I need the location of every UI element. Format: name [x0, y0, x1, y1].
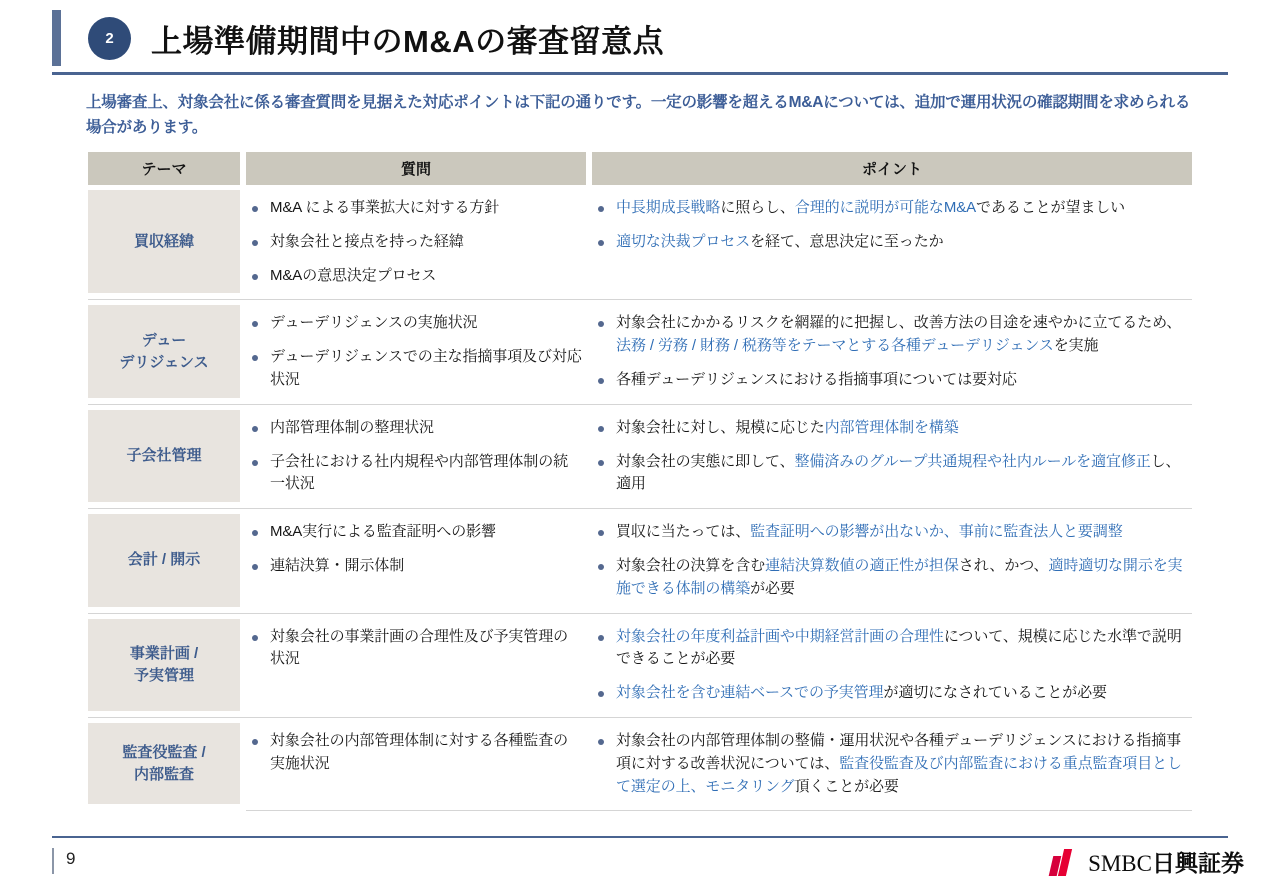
question-list: [246, 626, 582, 672]
highlighted-text: 対象会社の年度利益計画や中期経営計画の合理性: [616, 627, 944, 645]
table-bottom-divider: [246, 810, 1192, 811]
footer-divider: [52, 836, 1228, 838]
question-item: M&A による事業拡大に対する方針: [246, 197, 582, 220]
plain-text: を経て、意思決定に至ったか: [750, 232, 944, 250]
point-item: [592, 682, 1186, 705]
highlighted-text: 監査証明への影響が出ないか、事前に監査法人と要調整: [750, 523, 1123, 541]
question-item: 対象会社の事業計画の合理性及び予実管理の状況: [246, 626, 582, 672]
plain-text: 対象会社の実態に即して、: [616, 452, 795, 470]
theme-label: デュー デリジェンス: [88, 305, 240, 397]
point-cell: [592, 185, 1192, 299]
plain-text: であることが望ましい: [976, 199, 1126, 216]
point-item: [592, 231, 1186, 254]
point-item: [592, 417, 1186, 440]
point-item: [592, 197, 1186, 220]
table-header-row: [88, 152, 1192, 185]
theme-label: 監査役監査 / 内部監査: [88, 723, 240, 804]
page-number-tick: [52, 848, 54, 874]
logo-wordmark: [1088, 845, 1244, 878]
page-number: 9: [66, 849, 76, 868]
review-points-table: [88, 152, 1192, 811]
plain-text: 買収に当たっては、: [616, 523, 751, 541]
title-divider: [52, 72, 1228, 75]
point-item: [592, 451, 1186, 497]
page-title: 上場準備期間中のM&Aの審査留意点: [151, 23, 665, 59]
point-item: [592, 312, 1186, 358]
question-item: デューデリジェンスの実施状況: [246, 312, 582, 335]
table-row: [88, 185, 1192, 299]
question-list: [246, 197, 582, 287]
plain-text: 対象会社に対し、規模に応じた: [616, 418, 825, 436]
point-cell: [592, 405, 1192, 508]
column-header-point: ポイント: [592, 152, 1192, 185]
plain-text: 対象会社にかかるリスクを網羅的に把握し、改善方法の目途を速やかに立てるため、: [616, 314, 1182, 332]
question-cell: [246, 614, 586, 717]
highlighted-text: 監査役監査及び内部監査における重点監査項目として選定の上、モニタリング: [616, 754, 1182, 795]
question-cell: [246, 509, 586, 612]
point-item: [592, 626, 1186, 672]
plain-text: が必要: [750, 579, 795, 597]
highlighted-text: 対象会社を含む連結ベースでの予実管理: [616, 684, 884, 702]
highlighted-text: 適切な決裁プロセス: [616, 232, 751, 250]
question-item: 子会社における社内規程や内部管理体制の統一状況: [246, 451, 582, 497]
plain-text: 各種デューデリジェンスにおける指摘事項については要対応: [616, 370, 1017, 388]
theme-label: 会計 / 開示: [88, 514, 240, 606]
plain-text: について、規模に応じた水準で説明できることが必要: [616, 627, 1182, 668]
plain-text: 対象会社の決算を含む: [616, 556, 766, 574]
column-header-theme: テーマ: [88, 152, 240, 185]
title-accent-bar: [52, 10, 61, 66]
table-row: [88, 508, 1192, 612]
highlighted-text: 整備済みのグループ共通規程や社内ルールを適宜修正: [794, 452, 1151, 470]
question-item: 対象会社の内部管理体制に対する各種監査の実施状況: [246, 730, 582, 776]
highlighted-text: 内部管理体制を構築: [824, 418, 959, 436]
logo-text-jp: 日興証券: [1152, 850, 1244, 876]
plain-text: され、かつ、: [958, 556, 1049, 574]
question-item: 対象会社と接点を持った経緯: [246, 231, 582, 254]
highlighted-text: 適時適切な開示を実施できる体制の構築: [616, 556, 1183, 597]
table-row: [88, 717, 1192, 810]
title-badge: 2: [88, 17, 131, 60]
highlighted-text: 合理的に説明が可能なM&A: [794, 199, 977, 216]
highlighted-text: 連結決算数値の適正性が担保: [765, 556, 959, 574]
plain-text: 頂くことが必要: [794, 777, 899, 795]
plain-text: に照らし、: [720, 199, 795, 216]
point-cell: [592, 718, 1192, 810]
lead-paragraph: 上場審査上、対象会社に係る審査質問を見据えた対応ポイントは下記の通りです。一定の影響を超えるM&Aについては、追加で運用状況の確認期間を求められる場合があります。: [86, 94, 1191, 137]
smbc-logo-mark-icon: [1049, 847, 1079, 877]
question-cell: [246, 405, 586, 508]
point-cell: [592, 614, 1192, 717]
smbc-nikko-logo: [1049, 845, 1244, 878]
question-cell: [246, 300, 586, 403]
question-item: M&Aの意思決定プロセス: [246, 265, 582, 288]
highlighted-text: 中長期成長戦略: [616, 199, 721, 216]
theme-label: 事業計画 / 予実管理: [88, 619, 240, 711]
point-cell: [592, 509, 1192, 612]
question-item: M&A実行による監査証明への影響: [246, 521, 582, 544]
column-header-question: 質問: [246, 152, 586, 185]
point-list: [592, 521, 1186, 600]
point-list: [592, 730, 1186, 798]
point-list: [592, 417, 1186, 496]
table-body: [88, 185, 1192, 810]
question-list: [246, 521, 582, 578]
plain-text: し、適用: [616, 452, 1181, 493]
question-list: [246, 417, 582, 496]
theme-label: 買収経緯: [88, 190, 240, 293]
logo-text-smbc: SMBC: [1088, 851, 1152, 876]
question-cell: [246, 185, 586, 299]
question-cell: [246, 718, 586, 810]
question-list: [246, 312, 582, 391]
point-list: [592, 626, 1186, 705]
point-item: [592, 730, 1186, 798]
question-item: 連結決算・開示体制: [246, 555, 582, 578]
plain-text: を実施: [1053, 337, 1099, 355]
table-row: [88, 404, 1192, 508]
slide-title-bar: [0, 0, 1280, 76]
point-list: [592, 197, 1186, 254]
plain-text: が適切になされていることが必要: [883, 684, 1107, 702]
question-list: [246, 730, 582, 776]
highlighted-text: 法務 / 労務 / 財務 / 税務等をテーマとする各種デューデリジェンス: [616, 337, 1054, 355]
point-item: [592, 521, 1186, 544]
point-item: [592, 555, 1186, 601]
question-item: 内部管理体制の整理状況: [246, 417, 582, 440]
question-item: デューデリジェンスでの主な指摘事項及び対応状況: [246, 346, 582, 392]
point-cell: [592, 300, 1192, 403]
table-row: [88, 299, 1192, 403]
point-item: [592, 369, 1186, 392]
plain-text: 対象会社の内部管理体制の整備・運用状況や各種デューデリジェンスにおける指摘事項に対する改善状況については、: [616, 731, 1182, 772]
theme-label: 子会社管理: [88, 410, 240, 502]
table-row: [88, 613, 1192, 717]
point-list: [592, 312, 1186, 391]
